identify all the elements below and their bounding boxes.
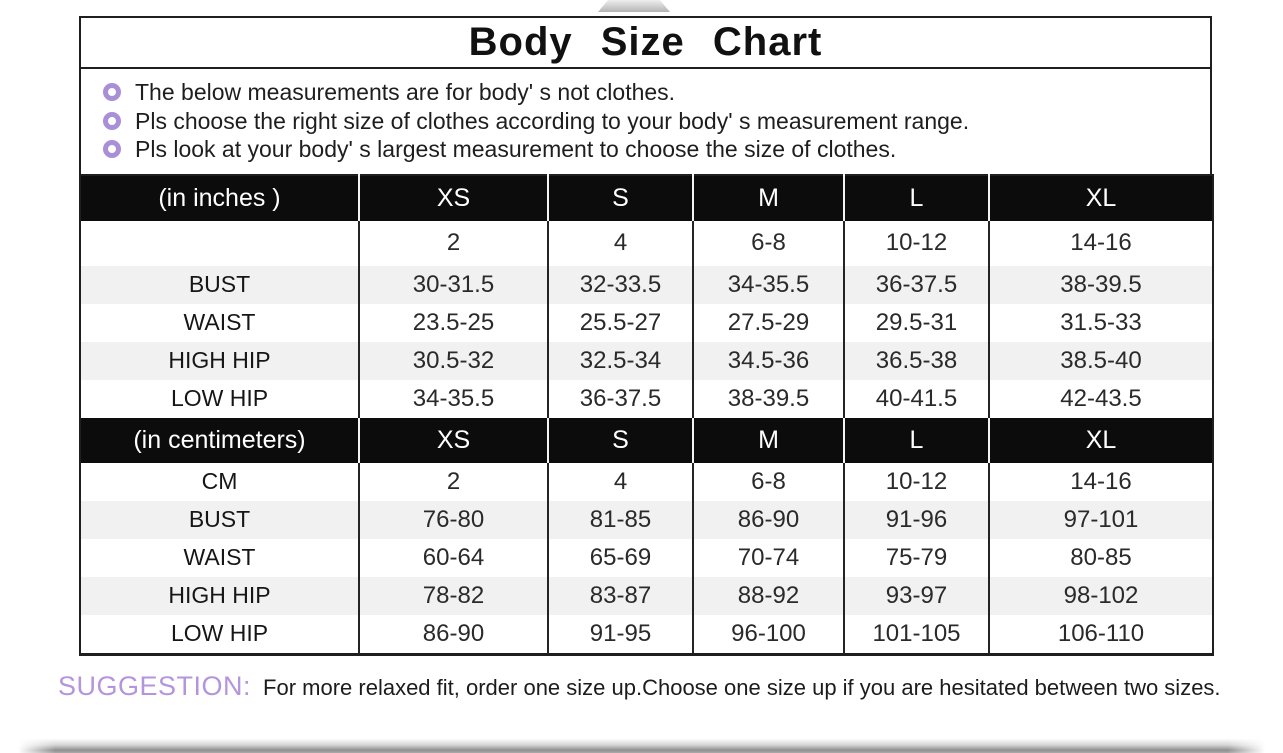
next-image-top-edge	[18, 739, 1265, 753]
row-label: LOW HIP	[170, 385, 269, 411]
cell: 34-35.5	[359, 380, 548, 418]
table-row-highhip-cm	[80, 577, 1213, 615]
table-row-us-sizes	[80, 221, 1213, 266]
cell: 30-31.5	[359, 266, 548, 304]
table-row-waist-in	[80, 304, 1213, 342]
cell: 38-39.5	[693, 380, 844, 418]
row-label: WAIST	[183, 309, 256, 335]
row-label: LOW HIP	[170, 620, 269, 646]
cell: 91-96	[844, 501, 989, 539]
cell: 2	[359, 463, 548, 501]
cell: 14-16	[989, 221, 1213, 266]
suggestion-text: For more relaxed fit, order one size up.Choose one size up if you are hesitated between two sizes.	[263, 675, 1221, 700]
cell: 10-12	[844, 463, 989, 501]
cell: 31.5-33	[989, 304, 1213, 342]
size-header-xl: XL	[989, 418, 1213, 463]
cell: 91-95	[548, 615, 693, 655]
table-row-waist-cm	[80, 539, 1213, 577]
cell: 36.5-38	[844, 342, 989, 380]
row-label: BUST	[80, 501, 359, 539]
cell: 32.5-34	[548, 342, 693, 380]
row-label: HIGH HIP	[80, 342, 359, 380]
cell: 96-100	[693, 615, 844, 655]
cell: 60-64	[359, 539, 548, 577]
note-text: The below measurements are for body' s not clothes.	[135, 79, 676, 105]
cell: 97-101	[989, 501, 1213, 539]
table-row-highhip-in	[80, 342, 1213, 380]
cell: 40-41.5	[844, 380, 989, 418]
cell: 34.5-36	[693, 342, 844, 380]
cell: 42-43.5	[989, 380, 1213, 418]
cell: 36-37.5	[844, 266, 989, 304]
cell: 6-8	[693, 221, 844, 266]
size-chart-sheet	[79, 16, 1212, 656]
body-size-table	[79, 174, 1214, 656]
cell: 65-69	[548, 539, 693, 577]
cell: 106-110	[989, 615, 1213, 655]
row-label: HIGH HIP	[80, 577, 359, 615]
row-label: CM	[201, 468, 238, 494]
cell: 36-37.5	[548, 380, 693, 418]
size-header-m: M	[693, 175, 844, 221]
cell: 27.5-29	[693, 304, 844, 342]
row-label: WAIST	[183, 544, 256, 570]
row-label: BUST	[80, 266, 359, 304]
size-header-xs: XS	[359, 418, 548, 463]
note-item	[97, 135, 1204, 164]
row-label	[80, 221, 359, 266]
note-item	[97, 107, 1204, 136]
suggestion-note	[58, 671, 1221, 702]
top-crop-artifact	[598, 0, 670, 12]
cell: 34-35.5	[693, 266, 844, 304]
cell: 76-80	[359, 501, 548, 539]
cell: 6-8	[693, 463, 844, 501]
unit-label-centimeters: (in centimeters)	[80, 418, 359, 463]
cell: 78-82	[359, 577, 548, 615]
note-text: Pls choose the right size of clothes according to your body' s measurement range.	[135, 107, 970, 134]
unit-label-inches: (in inches )	[80, 175, 359, 221]
cell: 38.5-40	[989, 342, 1213, 380]
cell: 30.5-32	[359, 342, 548, 380]
cell: 86-90	[359, 615, 548, 655]
size-header-m: M	[693, 418, 844, 463]
cell: 4	[548, 463, 693, 501]
cell: 80-85	[989, 539, 1213, 577]
cell: 4	[548, 221, 693, 266]
cell: 10-12	[844, 221, 989, 266]
bullet-ring-icon	[103, 83, 121, 101]
size-header-l: L	[844, 418, 989, 463]
cell: 2	[359, 221, 548, 266]
note-text: Pls look at your body' s largest measurement to choose the size of clothes.	[135, 136, 897, 162]
note-item	[97, 78, 1204, 107]
cell: 93-97	[844, 577, 989, 615]
centimeters-header-row	[80, 418, 1213, 463]
notes-section	[79, 69, 1212, 174]
table-row-cm-sizes	[80, 463, 1213, 501]
cell: 98-102	[989, 577, 1213, 615]
cell: 29.5-31	[844, 304, 989, 342]
size-header-s: S	[548, 418, 693, 463]
table-row-bust-cm	[80, 501, 1213, 539]
table-row-bust-in	[80, 266, 1213, 304]
bullet-ring-icon	[103, 112, 121, 130]
cell: 83-87	[548, 577, 693, 615]
table-row-lowhip-in	[80, 380, 1213, 418]
size-header-s: S	[548, 175, 693, 221]
cell: 75-79	[844, 539, 989, 577]
cell: 14-16	[989, 463, 1213, 501]
size-header-xl: XL	[989, 175, 1213, 221]
table-row-lowhip-cm	[80, 615, 1213, 655]
cell: 81-85	[548, 501, 693, 539]
cell: 32-33.5	[548, 266, 693, 304]
cell: 38-39.5	[989, 266, 1213, 304]
cell: 86-90	[693, 501, 844, 539]
suggestion-label: SUGGESTION:	[58, 671, 252, 701]
cell: 70-74	[693, 539, 844, 577]
size-header-l: L	[844, 175, 989, 221]
cell: 23.5-25	[359, 304, 548, 342]
cell: 88-92	[693, 577, 844, 615]
page-title: Body Size Chart	[79, 16, 1212, 69]
cell: 25.5-27	[548, 304, 693, 342]
size-header-xs: XS	[359, 175, 548, 221]
inches-header-row	[80, 175, 1213, 221]
bullet-ring-icon	[103, 140, 121, 158]
cell: 101-105	[844, 615, 989, 655]
